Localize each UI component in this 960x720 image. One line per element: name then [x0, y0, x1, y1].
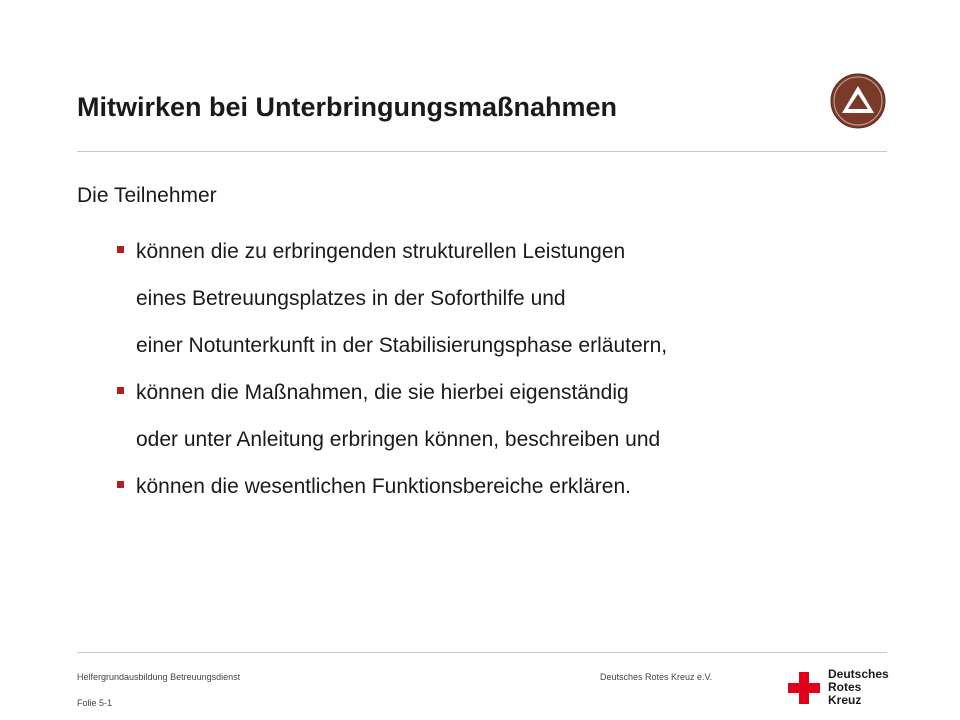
bullet-square-icon	[117, 387, 124, 394]
footer-page-number: Folie 5-1	[77, 698, 113, 708]
bullet-item	[116, 228, 856, 369]
red-cross-icon	[788, 672, 820, 704]
betreuungsdienst-logo-icon	[830, 73, 886, 129]
footer-course: Helfergrundausbildung Betreuungsdienst	[77, 672, 241, 682]
drk-logo-line: Rotes	[828, 680, 862, 694]
bullet-item	[116, 463, 856, 510]
footer-organization: Deutsches Rotes Kreuz e.V.	[600, 672, 713, 682]
bullet-square-icon	[117, 246, 124, 253]
bullet-line: können die wesentlichen Funktionsbereiche erklären.	[136, 475, 631, 498]
bullet-square-icon	[117, 481, 124, 488]
bullet-line: oder unter Anleitung erbringen können, beschreiben und	[136, 428, 661, 451]
bullet-item	[116, 369, 856, 463]
bullet-list	[116, 228, 856, 510]
drk-logo-line: Deutsches	[828, 667, 889, 681]
drk-logo-text	[828, 668, 889, 707]
bullet-line: können die Maßnahmen, die sie hierbei eigenständig	[136, 381, 629, 404]
drk-logo-line: Kreuz	[828, 693, 862, 707]
bullet-line: einer Notunterkunft in der Stabilisierungsphase erläutern,	[136, 334, 668, 357]
bullet-line: können die zu erbringenden strukturellen Leistungen	[136, 240, 626, 263]
intro-text: Die Teilnehmer	[77, 184, 217, 207]
title-divider	[77, 151, 887, 152]
footer-divider	[77, 652, 887, 653]
drk-logo	[788, 668, 889, 707]
bullet-line: eines Betreuungsplatzes in der Soforthilfe und	[136, 287, 566, 310]
slide-title: Mitwirken bei Unterbringungsmaßnahmen	[77, 92, 618, 122]
